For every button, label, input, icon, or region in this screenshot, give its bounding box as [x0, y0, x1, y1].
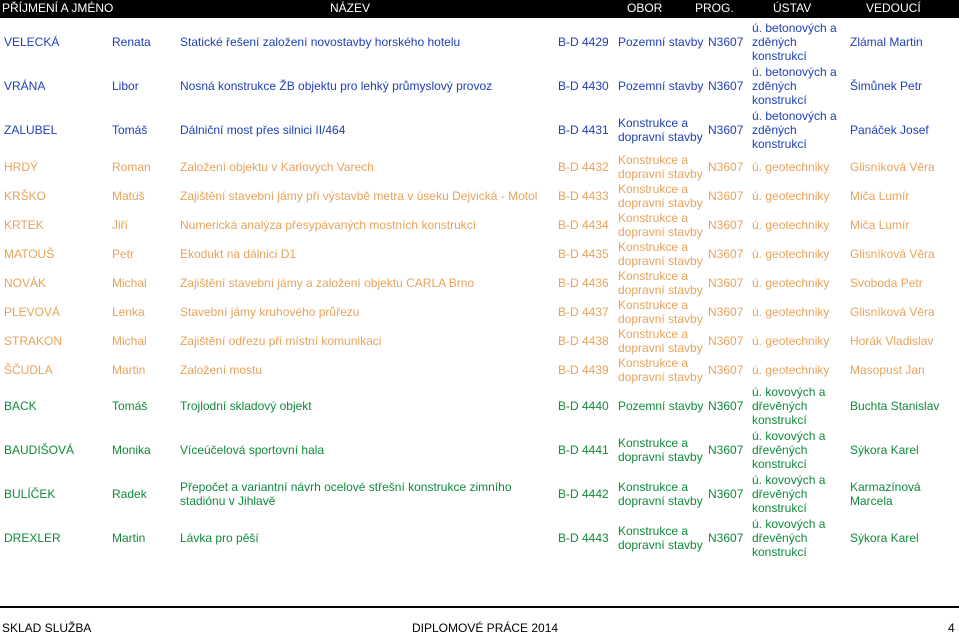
supervisor-cell: Horák Vladislav — [850, 334, 934, 348]
program-cell: N3607 — [708, 399, 744, 413]
institute-cell: ú. geotechniky — [752, 160, 830, 174]
program-cell: N3607 — [708, 35, 744, 49]
title-cell: Zajištění stavební jámy a založení objektu CARLA Brno — [180, 276, 475, 290]
field-cell: Konstrukce a dopravní stavby — [618, 524, 703, 552]
institute-cell: ú. geotechniky — [752, 305, 830, 319]
code-cell: B-D 4433 — [558, 189, 609, 203]
first-name-cell: Petr — [112, 247, 135, 261]
code-cell: B-D 4443 — [558, 531, 609, 545]
table-header — [0, 0, 959, 18]
supervisor-cell: Masopust Jan — [850, 363, 925, 377]
institute-cell: ú. geotechniky — [752, 247, 830, 261]
supervisor-cell: Glisníková Věra — [850, 247, 935, 261]
surname-cell: BULÍČEK — [4, 487, 56, 501]
field-cell: Konstrukce a dopravní stavby — [618, 356, 703, 384]
surname-cell: VRÁNA — [4, 79, 46, 93]
code-cell: B-D 4441 — [558, 443, 609, 457]
supervisor-cell: Sýkora Karel — [850, 443, 919, 457]
table-row — [0, 384, 959, 428]
program-cell: N3607 — [708, 363, 744, 377]
field-cell: Konstrukce a dopravní stavby — [618, 298, 703, 326]
title-cell: Víceúčelová sportovní hala — [180, 443, 325, 457]
program-cell: N3607 — [708, 276, 744, 290]
first-name-cell: Jiří — [112, 218, 128, 232]
institute-cell: ú. kovových a dřevěných konstrukcí — [752, 473, 826, 515]
surname-cell: PLEVOVÁ — [4, 305, 61, 319]
supervisor-cell: Karmazínová Marcela — [850, 480, 921, 508]
code-cell: B-D 4442 — [558, 487, 609, 501]
program-cell: N3607 — [708, 160, 744, 174]
program-cell: N3607 — [708, 487, 744, 501]
program-cell: N3607 — [708, 189, 744, 203]
header-supervisor: VEDOUCÍ — [866, 1, 921, 15]
code-cell: B-D 4437 — [558, 305, 609, 319]
field-cell: Pozemní stavby — [618, 35, 704, 49]
code-cell: B-D 4438 — [558, 334, 609, 348]
table-row — [0, 472, 959, 516]
table-row — [0, 152, 959, 181]
page-number: 4 — [948, 621, 955, 635]
first-name-cell: Libor — [112, 79, 139, 93]
field-cell: Konstrukce a dopravní stavby — [618, 327, 703, 355]
table-row — [0, 326, 959, 355]
table-row — [0, 20, 959, 64]
institute-cell: ú. betonových a zděných konstrukcí — [752, 109, 837, 151]
field-cell: Konstrukce a dopravní stavby — [618, 436, 703, 464]
title-cell: Stavební jámy kruhového průřezu — [180, 305, 360, 319]
table-row — [0, 108, 959, 152]
program-cell: N3607 — [708, 531, 744, 545]
header-title: NÁZEV — [330, 1, 371, 15]
first-name-cell: Martin — [112, 531, 146, 545]
supervisor-cell: Panáček Josef — [850, 123, 929, 137]
institute-cell: ú. kovových a dřevěných konstrukcí — [752, 385, 826, 427]
first-name-cell: Michal — [112, 334, 147, 348]
title-cell: Ekodukt na dálnici D1 — [180, 247, 297, 261]
code-cell: B-D 4435 — [558, 247, 609, 261]
code-cell: B-D 4429 — [558, 35, 609, 49]
header-field: OBOR — [627, 1, 663, 15]
surname-cell: VELECKÁ — [4, 35, 60, 49]
code-cell: B-D 4439 — [558, 363, 609, 377]
thesis-list — [0, 20, 959, 560]
footer-rule — [0, 606, 959, 608]
field-cell: Konstrukce a dopravní stavby — [618, 211, 703, 239]
program-cell: N3607 — [708, 123, 744, 137]
title-cell: Založení objektu v Karlových Varech — [180, 160, 374, 174]
surname-cell: BACK — [4, 399, 37, 413]
table-row — [0, 268, 959, 297]
supervisor-cell: Glisníková Věra — [850, 305, 935, 319]
program-cell: N3607 — [708, 79, 744, 93]
table-row — [0, 355, 959, 384]
page-footer — [0, 621, 959, 635]
title-cell: Zajištění odřezu při místní komunikaci — [180, 334, 382, 348]
program-cell: N3607 — [708, 334, 744, 348]
title-cell: Lávka pro pěší — [180, 531, 259, 545]
header-surname-name: PŘÍJMENÍ A JMÉNO — [2, 1, 114, 15]
code-cell: B-D 4434 — [558, 218, 609, 232]
institute-cell: ú. kovových a dřevěných konstrukcí — [752, 429, 826, 471]
supervisor-cell: Miča Lumír — [850, 218, 910, 232]
title-cell: Statické řešení založení novostavby horského hotelu — [180, 35, 461, 49]
supervisor-cell: Zlámal Martin — [850, 35, 923, 49]
institute-cell: ú. geotechniky — [752, 276, 830, 290]
first-name-cell: Tomáš — [112, 399, 148, 413]
title-cell: Zajištění stavební jámy při výstavbě metra v úseku Dejvická - Motol — [180, 189, 538, 203]
field-cell: Pozemní stavby — [618, 79, 704, 93]
field-cell: Konstrukce a dopravní stavby — [618, 240, 703, 268]
title-cell: Přepočet a variantní návrh ocelové střešní konstrukce zimního stadiónu v Jihlavě — [180, 480, 512, 508]
first-name-cell: Renata — [112, 35, 151, 49]
supervisor-cell: Svoboda Petr — [850, 276, 923, 290]
field-cell: Konstrukce a dopravní stavby — [618, 480, 703, 508]
surname-cell: HRDÝ — [4, 160, 39, 174]
table-row — [0, 428, 959, 472]
field-cell: Konstrukce a dopravní stavby — [618, 269, 703, 297]
code-cell: B-D 4432 — [558, 160, 609, 174]
field-cell: Konstrukce a dopravní stavby — [618, 153, 703, 181]
surname-cell: KRŠKO — [4, 189, 47, 203]
institute-cell: ú. geotechniky — [752, 334, 830, 348]
surname-cell: NOVÁK — [4, 276, 47, 290]
surname-cell: KRTEK — [4, 218, 44, 232]
code-cell: B-D 4431 — [558, 123, 609, 137]
table-row — [0, 297, 959, 326]
first-name-cell: Martin — [112, 363, 146, 377]
title-cell: Dálniční most přes silnici II/464 — [180, 123, 346, 137]
first-name-cell: Monika — [112, 443, 151, 457]
institute-cell: ú. betonových a zděných konstrukcí — [752, 65, 837, 107]
institute-cell: ú. geotechniky — [752, 189, 830, 203]
footer-left: SKLAD SLUŽBA — [2, 621, 92, 635]
institute-cell: ú. geotechniky — [752, 363, 830, 377]
supervisor-cell: Sýkora Karel — [850, 531, 919, 545]
title-cell: Nosná konstrukce ŽB objektu pro lehký průmyslový provoz — [180, 79, 493, 93]
first-name-cell: Roman — [112, 160, 151, 174]
institute-cell: ú. kovových a dřevěných konstrukcí — [752, 517, 826, 559]
supervisor-cell: Glisníková Věra — [850, 160, 935, 174]
code-cell: B-D 4436 — [558, 276, 609, 290]
surname-cell: STRAKON — [4, 334, 63, 348]
institute-cell: ú. betonových a zděných konstrukcí — [752, 21, 837, 63]
surname-cell: BAUDIŠOVÁ — [4, 443, 75, 457]
title-cell: Trojlodní skladový objekt — [180, 399, 312, 413]
program-cell: N3607 — [708, 443, 744, 457]
first-name-cell: Michal — [112, 276, 147, 290]
supervisor-cell: Miča Lumír — [850, 189, 910, 203]
header-institute: ÚSTAV — [773, 1, 812, 15]
header-program: PROG. — [695, 1, 734, 15]
first-name-cell: Radek — [112, 487, 147, 501]
surname-cell: MATOUŠ — [4, 247, 55, 261]
program-cell: N3607 — [708, 305, 744, 319]
first-name-cell: Tomáš — [112, 123, 148, 137]
institute-cell: ú. geotechniky — [752, 218, 830, 232]
table-row — [0, 64, 959, 108]
field-cell: Konstrukce a dopravní stavby — [618, 116, 703, 144]
code-cell: B-D 4430 — [558, 79, 609, 93]
title-cell: Numerická analýza přesypávaných mostních konstrukcí — [180, 218, 477, 232]
surname-cell: ZALUBEL — [4, 123, 58, 137]
supervisor-cell: Šimůnek Petr — [850, 79, 923, 93]
program-cell: N3607 — [708, 218, 744, 232]
table-row — [0, 210, 959, 239]
field-cell: Konstrukce a dopravní stavby — [618, 182, 703, 210]
table-row — [0, 239, 959, 268]
code-cell: B-D 4440 — [558, 399, 609, 413]
first-name-cell: Lenka — [112, 305, 145, 319]
surname-cell: DREXLER — [4, 531, 61, 545]
program-cell: N3607 — [708, 247, 744, 261]
table-row — [0, 516, 959, 560]
title-cell: Založení mostu — [180, 363, 263, 377]
field-cell: Pozemní stavby — [618, 399, 704, 413]
table-row — [0, 181, 959, 210]
first-name-cell: Matúš — [112, 189, 145, 203]
surname-cell: ŠČUDLA — [4, 363, 53, 377]
supervisor-cell: Buchta Stanislav — [850, 399, 940, 413]
footer-center: DIPLOMOVÉ PRÁCE 2014 — [412, 621, 559, 635]
